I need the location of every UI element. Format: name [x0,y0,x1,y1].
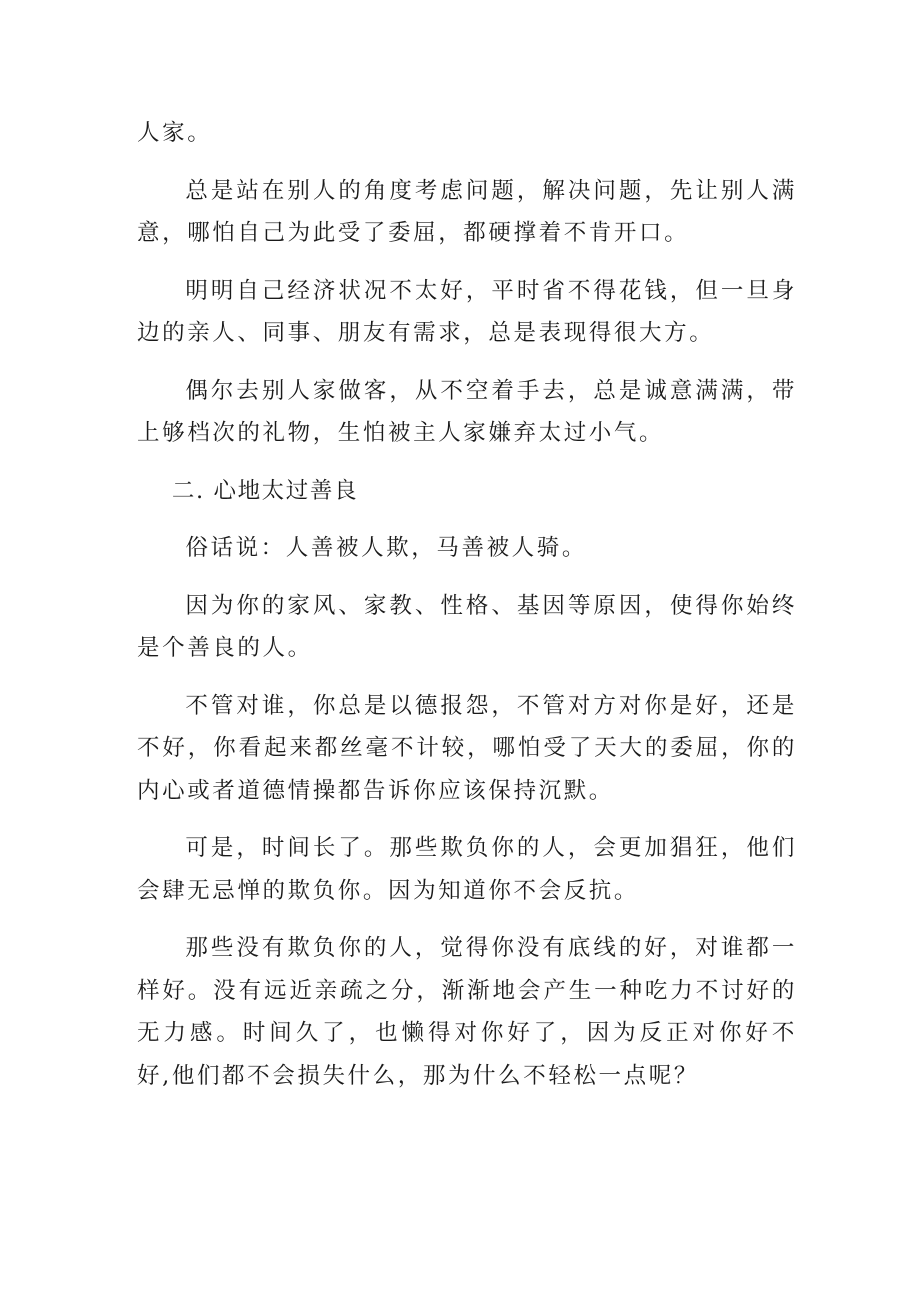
paragraph: 可是，时间长了。那些欺负你的人，会更加猖狂，他们会肆无忌惮的欺负你。因为知道你不会反抗。 [137,835,797,904]
paragraph-continuation: 人家。 [137,120,213,146]
paragraph: 因为你的家风、家教、性格、基因等原因，使得你始终是个善良的人。 [137,592,797,661]
section-heading: 二. 心地太过善良 [171,477,359,504]
paragraph: 那些没有欺负你的人，觉得你没有底线的好，对谁都一样好。没有远近亲疏之分，渐渐地会产生一种吃力不讨好的无力感。时间久了，也懒得对你好了，因为反正对你好不好,他们都不会损失什么，那为什么不轻松一点呢？ [137,935,797,1089]
paragraph-proverb: 俗话说：人善被人欺，马善被人骑。 [185,535,587,561]
paragraph: 不管对谁，你总是以德报怨，不管对方对你是好，还是不好，你看起来都丝毫不计较，哪怕受了天大的委屈，你的内心或者道德情操都告诉你应该保持沉默。 [137,692,797,804]
paragraph: 偶尔去别人家做客，从不空着手去，总是诚意满满，带上够档次的礼物，生怕被主人家嫌弃太过小气。 [137,377,797,446]
document-body [137,112,797,1112]
paragraph: 明明自己经济状况不太好，平时省不得花钱，但一旦身边的亲人、同事、朋友有需求，总是表现得很大方。 [137,277,797,346]
paragraph: 总是站在别人的角度考虑问题，解决问题，先让别人满意，哪怕自己为此受了委屈，都硬撑着不肯开口。 [137,177,797,246]
